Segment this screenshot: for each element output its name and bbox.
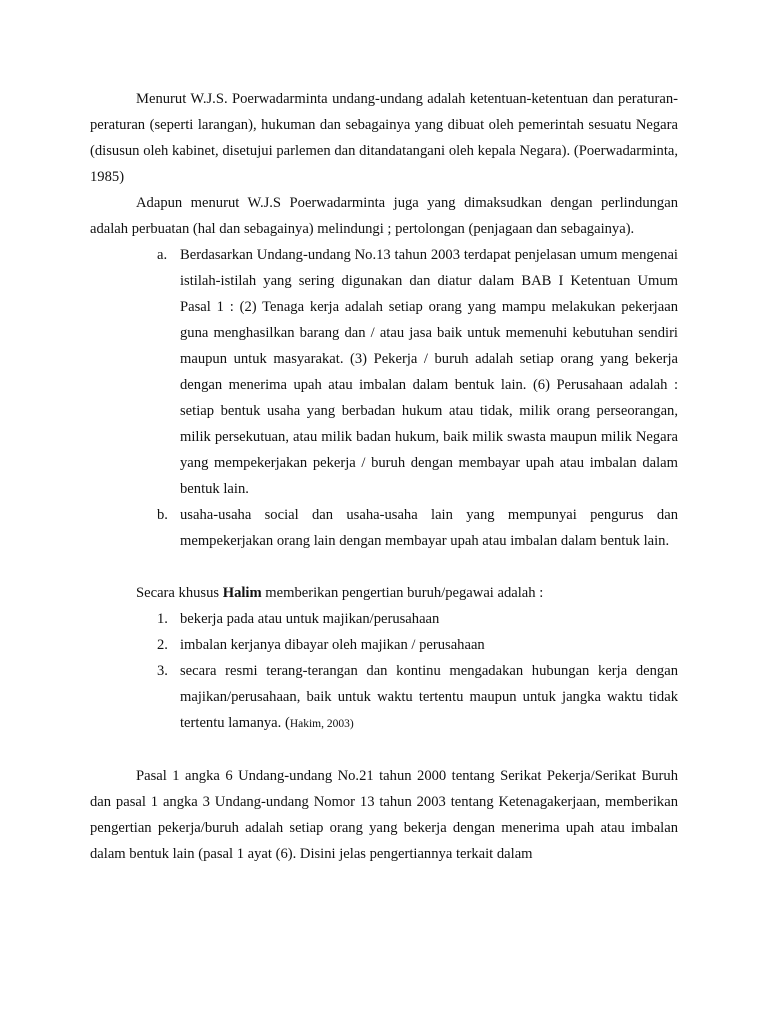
paragraph-halim xyxy=(90,580,678,606)
alpha-list xyxy=(90,242,678,554)
list-item xyxy=(90,242,678,502)
list-marker: 2. xyxy=(157,637,168,653)
list-marker: a. xyxy=(157,247,168,263)
citation-hakim: Hakim, 2003) xyxy=(289,718,354,730)
list-item xyxy=(90,606,678,632)
halim-prefix: Secara khusus xyxy=(136,585,223,601)
paragraph-pasal: Pasal 1 angka 6 Undang-undang No.21 tahun 2000 tentang Serikat Pekerja/Serikat Buruh dan pasal 1 angka 3 Undang-undang Nomor 13 tahun 2003 tentang Ketenagakerjaan, memberikan pengertian pekerja/buruh adalah setiap orang yang bekerja dengan menerima upah atau imbalan dalam bentuk lain (pasal 1 ayat (6). Disini jelas pengertiannya terkait dalam xyxy=(90,768,678,862)
list-item-text: Berdasarkan Undang-undang No.13 tahun 2003 terdapat penjelasan umum mengenai istilah-istilah yang sering digunakan dan diatur dalam BAB I Ketentuan Umum Pasal 1 : (2) Tenaga kerja adalah setiap orang yang mampu melakukan pekerjaan guna menghasilkan barang dan / atau jasa baik untuk memenuhi kebutuhan sendiri maupun untuk masyarakat. (3) Pekerja / buruh adalah setiap orang yang bekerja dengan menerima upah atau imbalan dalam bentuk lain. (6) Perusahaan adalah : setiap bentuk usaha yang berbadan hukum atau tidak, milik orang perseorangan, milik persekutuan, atau milik badan hukum, baik milik swasta maupun milik Negara yang mempekerjakan pekerja / buruh dengan membayar upah atau imbalan dalam bentuk lain. xyxy=(180,247,678,497)
halim-suffix: memberikan pengertian buruh/pegawai adalah : xyxy=(261,585,544,601)
list-item-text: bekerja pada atau untuk majikan/perusahaan xyxy=(180,611,440,627)
list-item xyxy=(90,502,678,554)
list-item-text: secara resmi terang-terangan dan kontinu mengadakan hubungan kerja dengan majikan/perusahaan, baik untuk waktu tertentu maupun untuk jangka waktu tidak tertentu lamanya. ( xyxy=(180,663,678,731)
paragraph-definition-perlindungan: Adapun menurut W.J.S Poerwadarminta juga yang dimaksudkan dengan perlindungan adalah perbuatan (hal dan sebagainya) melindungi ; pertolongan (penjagaan dan sebagainya). xyxy=(90,195,678,237)
list-item xyxy=(90,632,678,658)
list-item-text: usaha-usaha social dan usaha-usaha lain yang mempunyai pengurus dan mempekerjakan orang lain dengan membayar upah atau imbalan dalam bentuk lain. xyxy=(180,507,678,549)
list-marker: 1. xyxy=(157,611,168,627)
halim-name: Halim xyxy=(222,585,262,601)
numbered-list xyxy=(90,606,678,737)
list-marker: 3. xyxy=(157,663,168,679)
list-item xyxy=(90,658,678,737)
list-marker: b. xyxy=(157,507,168,523)
document-page xyxy=(90,86,678,867)
paragraph-definition-undang-undang: Menurut W.J.S. Poerwadarminta undang-undang adalah ketentuan-ketentuan dan peraturan-peraturan (seperti larangan), hukuman dan sebagainya yang dibuat oleh pemerintah sesuatu Negara (disusun oleh kabinet, disetujui parlemen dan ditandatangani oleh kepala Negara). (Poerwadarminta, 1985) xyxy=(90,91,678,185)
list-item-text: imbalan kerjanya dibayar oleh majikan / perusahaan xyxy=(180,637,485,653)
